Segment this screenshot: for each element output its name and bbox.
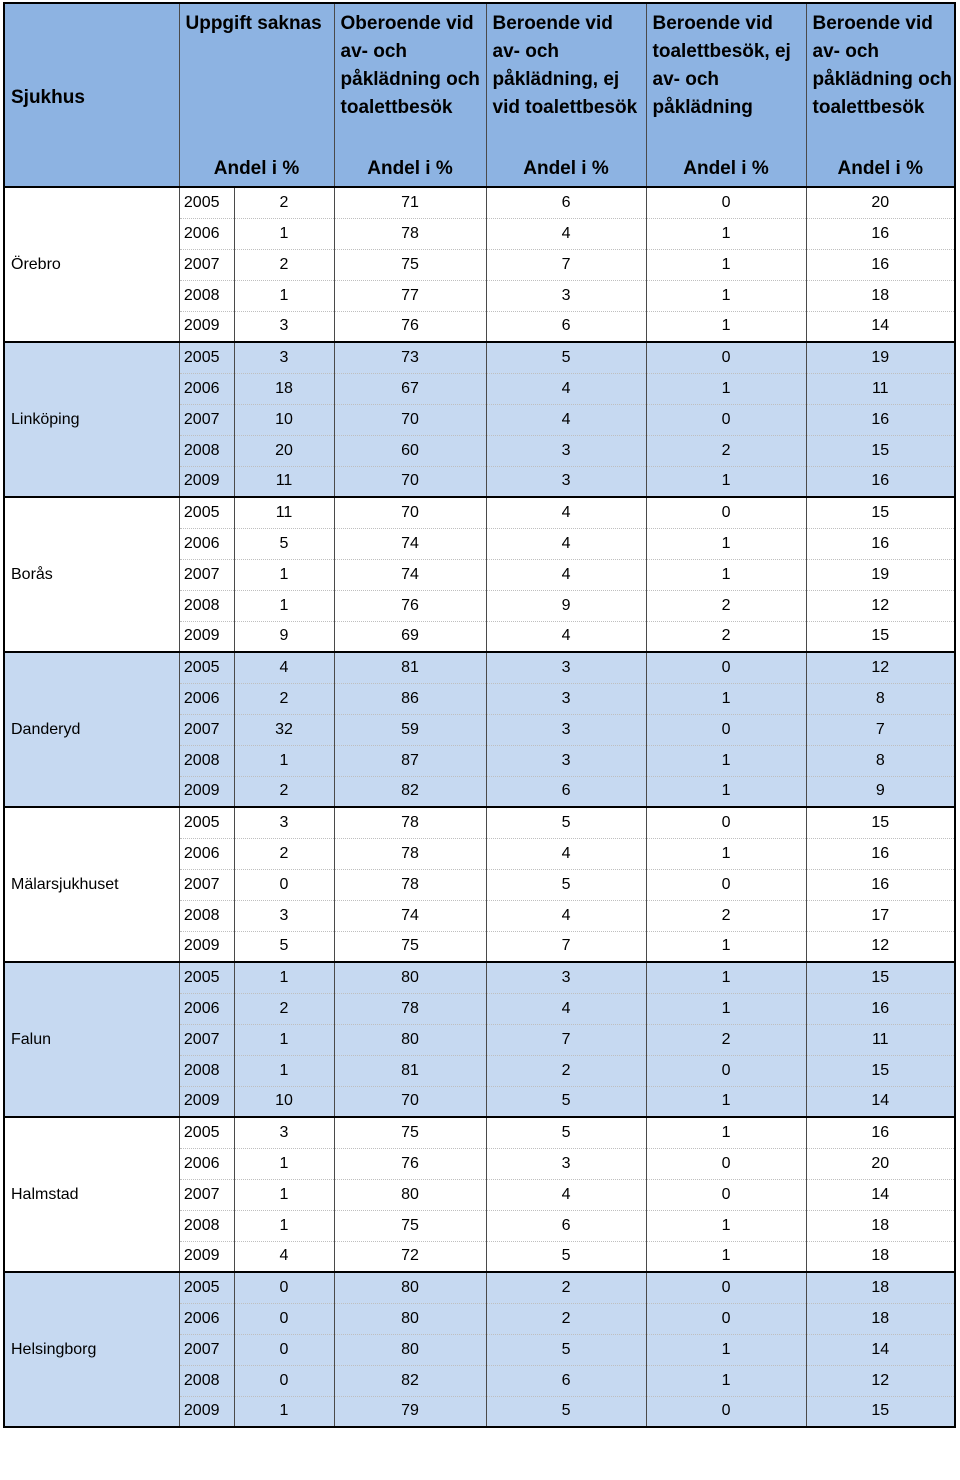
value-cell: 78 [334,807,486,838]
header-col-beroende-klad: Beroende vid av- och påklädning, ej vid toalettbesök [486,3,646,151]
hospital-name: Helsingborg [4,1272,179,1427]
hospital-name: Mälarsjukhuset [4,807,179,962]
value-cell: 0 [234,1334,334,1365]
value-cell: 15 [806,621,955,652]
value-cell: 2 [646,435,806,466]
year-cell: 2008 [179,590,234,621]
value-cell: 1 [646,993,806,1024]
value-cell: 15 [806,1055,955,1086]
value-cell: 0 [234,1303,334,1334]
year-cell: 2008 [179,280,234,311]
value-cell: 73 [334,342,486,373]
value-cell: 0 [646,1179,806,1210]
value-cell: 16 [806,249,955,280]
year-cell: 2006 [179,1148,234,1179]
value-cell: 4 [486,497,646,528]
value-cell: 80 [334,1272,486,1303]
value-cell: 2 [234,993,334,1024]
value-cell: 2 [234,249,334,280]
value-cell: 4 [486,528,646,559]
table-row [4,187,955,218]
value-cell: 5 [486,869,646,900]
value-cell: 0 [646,1396,806,1427]
hospital-group [4,807,955,962]
hospital-statistics-table [3,2,956,1428]
value-cell: 18 [806,1210,955,1241]
value-cell: 3 [234,1117,334,1148]
value-cell: 12 [806,1365,955,1396]
value-cell: 16 [806,466,955,497]
value-cell: 14 [806,1334,955,1365]
value-cell: 1 [234,559,334,590]
year-cell: 2005 [179,497,234,528]
value-cell: 0 [646,652,806,683]
value-cell: 17 [806,900,955,931]
year-cell: 2009 [179,621,234,652]
value-cell: 1 [234,962,334,993]
value-cell: 18 [806,1241,955,1272]
value-cell: 0 [646,404,806,435]
value-cell: 1 [646,249,806,280]
value-cell: 16 [806,993,955,1024]
value-cell: 2 [234,683,334,714]
value-cell: 80 [334,1303,486,1334]
year-cell: 2009 [179,466,234,497]
value-cell: 20 [806,187,955,218]
table-row [4,1117,955,1148]
value-cell: 3 [486,683,646,714]
value-cell: 15 [806,807,955,838]
header-unit-3: Andel i % [486,151,646,187]
hospital-group [4,342,955,497]
value-cell: 74 [334,900,486,931]
value-cell: 0 [234,1365,334,1396]
value-cell: 2 [646,900,806,931]
value-cell: 3 [486,1148,646,1179]
value-cell: 15 [806,962,955,993]
value-cell: 14 [806,1179,955,1210]
value-cell: 5 [486,1086,646,1117]
value-cell: 4 [486,218,646,249]
year-cell: 2007 [179,1179,234,1210]
value-cell: 4 [234,1241,334,1272]
value-cell: 1 [234,745,334,776]
value-cell: 1 [646,559,806,590]
value-cell: 78 [334,993,486,1024]
year-cell: 2006 [179,993,234,1024]
value-cell: 0 [646,1303,806,1334]
value-cell: 76 [334,1148,486,1179]
value-cell: 16 [806,1117,955,1148]
value-cell: 6 [486,311,646,342]
value-cell: 4 [486,373,646,404]
value-cell: 18 [806,280,955,311]
value-cell: 9 [234,621,334,652]
value-cell: 2 [486,1303,646,1334]
value-cell: 67 [334,373,486,404]
value-cell: 1 [646,1241,806,1272]
value-cell: 32 [234,714,334,745]
value-cell: 3 [234,342,334,373]
value-cell: 87 [334,745,486,776]
value-cell: 20 [806,1148,955,1179]
value-cell: 3 [486,466,646,497]
value-cell: 12 [806,652,955,683]
value-cell: 16 [806,218,955,249]
value-cell: 77 [334,280,486,311]
value-cell: 71 [334,187,486,218]
value-cell: 1 [234,1179,334,1210]
value-cell: 5 [486,1117,646,1148]
value-cell: 7 [486,1024,646,1055]
value-cell: 0 [646,497,806,528]
value-cell: 0 [646,807,806,838]
value-cell: 15 [806,497,955,528]
value-cell: 5 [486,807,646,838]
year-cell: 2006 [179,1303,234,1334]
hospital-name: Falun [4,962,179,1117]
value-cell: 1 [234,1024,334,1055]
value-cell: 80 [334,1334,486,1365]
value-cell: 81 [334,652,486,683]
value-cell: 86 [334,683,486,714]
value-cell: 78 [334,218,486,249]
hospital-name: Halmstad [4,1117,179,1272]
value-cell: 1 [646,311,806,342]
value-cell: 0 [646,187,806,218]
value-cell: 0 [234,869,334,900]
value-cell: 80 [334,1024,486,1055]
value-cell: 75 [334,931,486,962]
value-cell: 19 [806,342,955,373]
value-cell: 79 [334,1396,486,1427]
value-cell: 4 [486,900,646,931]
value-cell: 70 [334,1086,486,1117]
value-cell: 76 [334,311,486,342]
value-cell: 3 [486,962,646,993]
year-cell: 2007 [179,714,234,745]
hospital-name: Linköping [4,342,179,497]
value-cell: 1 [646,776,806,807]
value-cell: 80 [334,962,486,993]
value-cell: 7 [806,714,955,745]
value-cell: 5 [486,1241,646,1272]
value-cell: 1 [234,1055,334,1086]
hospital-name: Danderyd [4,652,179,807]
value-cell: 9 [486,590,646,621]
value-cell: 7 [486,931,646,962]
value-cell: 1 [646,838,806,869]
value-cell: 1 [646,683,806,714]
year-cell: 2006 [179,683,234,714]
value-cell: 1 [234,590,334,621]
value-cell: 2 [486,1272,646,1303]
value-cell: 2 [234,838,334,869]
year-cell: 2008 [179,745,234,776]
header-unit-1: Andel i % [179,151,334,187]
table-row [4,807,955,838]
value-cell: 81 [334,1055,486,1086]
value-cell: 2 [234,776,334,807]
value-cell: 1 [646,466,806,497]
value-cell: 11 [234,497,334,528]
value-cell: 4 [486,559,646,590]
value-cell: 1 [646,1365,806,1396]
value-cell: 0 [646,1055,806,1086]
value-cell: 3 [486,435,646,466]
value-cell: 2 [646,1024,806,1055]
value-cell: 0 [234,1272,334,1303]
value-cell: 69 [334,621,486,652]
table-row [4,497,955,528]
header-unit-5: Andel i % [806,151,955,187]
year-cell: 2007 [179,404,234,435]
value-cell: 0 [646,1148,806,1179]
value-cell: 4 [486,993,646,1024]
value-cell: 70 [334,466,486,497]
data-table-container [3,2,954,1476]
value-cell: 1 [646,528,806,559]
value-cell: 18 [806,1272,955,1303]
year-cell: 2009 [179,1086,234,1117]
year-cell: 2007 [179,559,234,590]
value-cell: 7 [486,249,646,280]
value-cell: 1 [646,1334,806,1365]
year-cell: 2008 [179,1365,234,1396]
value-cell: 1 [646,1210,806,1241]
value-cell: 16 [806,404,955,435]
value-cell: 19 [806,559,955,590]
value-cell: 1 [234,1396,334,1427]
year-cell: 2007 [179,869,234,900]
value-cell: 4 [486,404,646,435]
value-cell: 11 [806,1024,955,1055]
value-cell: 11 [806,373,955,404]
value-cell: 1 [234,218,334,249]
value-cell: 5 [234,931,334,962]
value-cell: 0 [646,714,806,745]
year-cell: 2006 [179,218,234,249]
value-cell: 8 [806,683,955,714]
value-cell: 14 [806,311,955,342]
value-cell: 72 [334,1241,486,1272]
value-cell: 3 [234,807,334,838]
table-row [4,1272,955,1303]
year-cell: 2007 [179,249,234,280]
hospital-group [4,1272,955,1427]
value-cell: 18 [806,1303,955,1334]
table-row [4,342,955,373]
value-cell: 5 [486,1396,646,1427]
value-cell: 4 [486,1179,646,1210]
year-cell: 2009 [179,931,234,962]
hospital-group [4,652,955,807]
hospital-group [4,962,955,1117]
value-cell: 1 [234,1210,334,1241]
year-cell: 2006 [179,838,234,869]
header-unit-4: Andel i % [646,151,806,187]
value-cell: 82 [334,1365,486,1396]
value-cell: 2 [646,621,806,652]
year-cell: 2008 [179,435,234,466]
value-cell: 8 [806,745,955,776]
value-cell: 6 [486,1365,646,1396]
year-cell: 2005 [179,807,234,838]
value-cell: 15 [806,435,955,466]
value-cell: 6 [486,1210,646,1241]
table-header [4,3,955,187]
value-cell: 70 [334,497,486,528]
value-cell: 75 [334,1210,486,1241]
value-cell: 75 [334,1117,486,1148]
value-cell: 0 [646,342,806,373]
value-cell: 16 [806,869,955,900]
year-cell: 2005 [179,187,234,218]
value-cell: 1 [646,280,806,311]
year-cell: 2008 [179,1055,234,1086]
year-cell: 2009 [179,1241,234,1272]
value-cell: 18 [234,373,334,404]
value-cell: 14 [806,1086,955,1117]
value-cell: 2 [646,590,806,621]
year-cell: 2007 [179,1334,234,1365]
year-cell: 2005 [179,342,234,373]
value-cell: 4 [486,621,646,652]
value-cell: 5 [486,1334,646,1365]
value-cell: 1 [234,280,334,311]
value-cell: 6 [486,776,646,807]
value-cell: 74 [334,528,486,559]
value-cell: 3 [486,714,646,745]
value-cell: 5 [486,342,646,373]
header-sjukhus: Sjukhus [4,3,179,187]
value-cell: 78 [334,838,486,869]
year-cell: 2005 [179,962,234,993]
value-cell: 1 [646,745,806,776]
value-cell: 6 [486,187,646,218]
year-cell: 2005 [179,1117,234,1148]
value-cell: 1 [646,1086,806,1117]
value-cell: 59 [334,714,486,745]
value-cell: 60 [334,435,486,466]
year-cell: 2008 [179,900,234,931]
year-cell: 2009 [179,1396,234,1427]
hospital-group [4,1117,955,1272]
value-cell: 10 [234,404,334,435]
value-cell: 0 [646,1272,806,1303]
value-cell: 3 [486,280,646,311]
value-cell: 3 [234,900,334,931]
year-cell: 2005 [179,652,234,683]
value-cell: 78 [334,869,486,900]
value-cell: 3 [486,652,646,683]
header-col-beroende-bada: Beroende vid av- och påklädning och toalettbesök [806,3,955,151]
header-col-uppgift-saknas: Uppgift saknas [179,3,334,151]
header-col-oberoende: Oberoende vid av- och påklädning och toalettbesök [334,3,486,151]
value-cell: 3 [234,311,334,342]
value-cell: 0 [646,869,806,900]
year-cell: 2007 [179,1024,234,1055]
value-cell: 1 [646,373,806,404]
value-cell: 82 [334,776,486,807]
header-unit-2: Andel i % [334,151,486,187]
value-cell: 1 [646,1117,806,1148]
hospital-group [4,497,955,652]
value-cell: 12 [806,931,955,962]
table-row [4,652,955,683]
hospital-name: Borås [4,497,179,652]
value-cell: 9 [806,776,955,807]
value-cell: 1 [646,218,806,249]
value-cell: 76 [334,590,486,621]
table-row [4,962,955,993]
value-cell: 1 [646,931,806,962]
year-cell: 2008 [179,1210,234,1241]
year-cell: 2009 [179,311,234,342]
value-cell: 5 [234,528,334,559]
year-cell: 2009 [179,776,234,807]
value-cell: 1 [646,962,806,993]
value-cell: 4 [486,838,646,869]
value-cell: 80 [334,1179,486,1210]
value-cell: 11 [234,466,334,497]
value-cell: 2 [234,187,334,218]
value-cell: 16 [806,528,955,559]
year-cell: 2005 [179,1272,234,1303]
value-cell: 75 [334,249,486,280]
value-cell: 4 [234,652,334,683]
value-cell: 2 [486,1055,646,1086]
value-cell: 70 [334,404,486,435]
value-cell: 20 [234,435,334,466]
value-cell: 16 [806,838,955,869]
year-cell: 2006 [179,373,234,404]
value-cell: 10 [234,1086,334,1117]
value-cell: 74 [334,559,486,590]
header-col-beroende-toalett: Beroende vid toalettbesök, ej av- och påklädning [646,3,806,151]
hospital-name: Örebro [4,187,179,342]
value-cell: 3 [486,745,646,776]
value-cell: 1 [234,1148,334,1179]
value-cell: 12 [806,590,955,621]
hospital-group [4,187,955,342]
value-cell: 15 [806,1396,955,1427]
year-cell: 2006 [179,528,234,559]
